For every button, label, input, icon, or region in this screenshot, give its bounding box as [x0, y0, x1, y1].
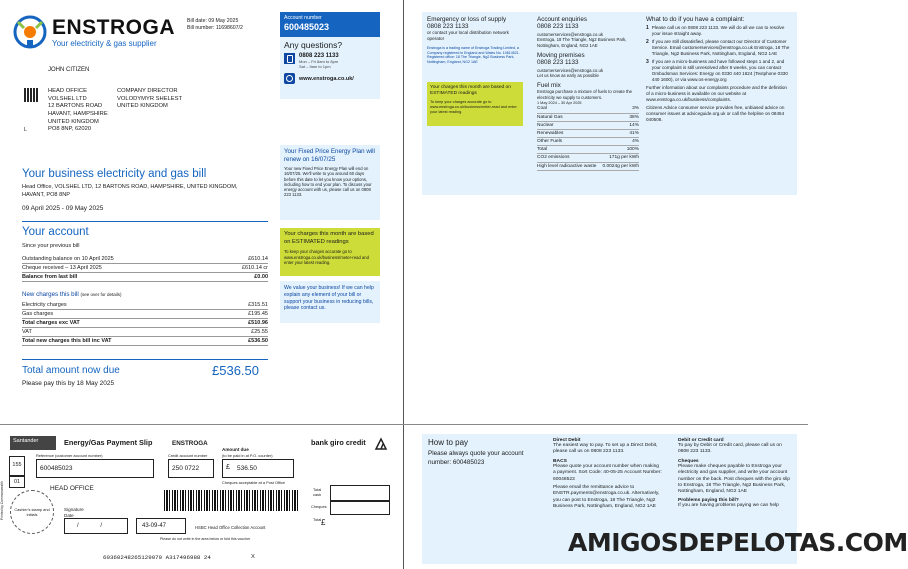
table-row: Natural Gas 38% [537, 114, 639, 122]
sort-code: 43-09-47 [142, 523, 167, 529]
logo-icon [12, 14, 48, 50]
brand-tagline: Your electricity & gas supplier [52, 39, 157, 48]
slip-title: Energy/Gas Payment Slip [64, 438, 153, 447]
fixed-plan-box [280, 145, 380, 220]
page-divider [0, 424, 808, 425]
stamp-label: Cashier's stamp and initials [14, 507, 50, 517]
fuel-period: 1 May 2024 – 30 Apr 2025 [537, 101, 582, 106]
amount-note: (to be paid in at P.O. counter) [222, 453, 273, 458]
table-row: Total charges exc VAT £510.96 [22, 320, 268, 326]
table-row: Other Fuels 4% [537, 138, 639, 146]
charges-rows [22, 301, 268, 346]
back-estimated-box [427, 82, 523, 126]
direct-debit-section: Direct Debit The easiest way to pay. To set up a Direct Debit, please call us on 0808 223 1133. BACS Please quote your account number when making a payment. Sort Code: 40-05-25 Account Number: 60048523 Please email the remittance advice to ENSTR.payments@enstroga.co.uk. Alternatively, you can post to Enstroga, 18 The Triangle, Ng2 Business Park, Nottingham, England, NG2 1AE [553, 438, 662, 509]
bill-address: Head Office, VOLSHEL LTD, 12 BARTONS ROAD, HAMPSHIRE, UNITED KINGDOM, HAVANT, PO8 8NP [22, 184, 238, 198]
bill-title: Your business electricity and gas bill [22, 168, 207, 180]
divider [22, 359, 268, 360]
how-to-pay-title: How to pay [428, 438, 469, 447]
bill-number: Bill number: 11698607/2 [187, 24, 243, 31]
address-right: COMPANY DIRECTOR VOLODYMYR SHELEST UNITED KINGDOM [117, 88, 183, 110]
fuel-title: Fuel mix [537, 82, 561, 90]
enquiries-email[interactable]: customerservices@enstroga.co.uk [537, 32, 603, 37]
fuel-body: Enstroga purchase a mixture of fuels to create the electricity we supply to customers. [537, 89, 633, 100]
side-code-box: 155 [9, 456, 25, 476]
credit-value: 250 0722 [172, 465, 200, 472]
watermark: AMIGOSDEPELOTAS.COM [568, 528, 908, 557]
emergency-title: Emergency or loss of supply [427, 16, 507, 23]
complaint-section: What to do if you have a complaint: 1 Please call us on 0808 223 1133. We will do all we can to resolve your issue straight away. 2 If you are still dissatisfied, please contact our Director of Customer Service. Email customerservices@enstroga.co.uk Enstroga, 18 The Triangle, Ng2 Business Park, Nottingham, England, NG2 1AE 3 If you are a micro-business and have followed steps 1 and 2, and your complaint is still unresolved after 8 weeks, you can contact Ombudsman Services: Energy on 0330 440 1624 (Textphone 0330 440 1600), or via www.os-energy.org Further information about our complaints procedure and the definition of a micro-business is available on our website at www.enstroga.co.uk/business/complaints. Citizens Advice consumer service provides free, unbiased advice on consumer issues at adviceguide.org.uk or call the helpline on 08454 040506. [646, 16, 792, 123]
complaint-step: If you are still dissatisfied, please contact our Director of Customer Service. Email customerservices@enstroga.co.uk Enstroga, 18 The Triangle, Ng2 Business Park, Nottingham, England, NG2 1AE [651, 38, 790, 56]
emergency-section [427, 16, 527, 65]
enquiries-title: Account enquiries [537, 16, 588, 23]
card-section: Debit or Credit card To pay by Debit or Credit card, please call us on 0808 223 1133. Cheques Please make cheques payable to Enstroga your electricity and gas supplier, and write your account number on the back. Post cheques with the giro slip to Enstroga, 18 The Triangle, Ng2 Business Park, Nottingham, England, NG2 1AE Problems paying this bill? If you are having problems paying we can help [678, 438, 791, 508]
pound-sign: £ [226, 464, 230, 471]
premises-phone[interactable]: 0808 223 1133 [537, 59, 579, 67]
total-cash-label: Total cash [313, 487, 322, 497]
account-heading: Your account [22, 226, 89, 238]
reference-value: 600485023 [40, 465, 73, 472]
cheques-label: Cheques [311, 504, 327, 509]
barcode [164, 490, 299, 511]
payee-name: HEAD OFFICE [50, 485, 94, 492]
emergency-note: or contact your local distribution network operator [427, 30, 509, 41]
back-estimated-body: To keep your charges accurate go to www.enstroga.co.uk/business/meter-read and enter your latest reading. [430, 100, 517, 115]
enquiries-phone[interactable]: 0808 223 1133 [537, 23, 579, 30]
giro-icon [373, 436, 389, 452]
new-charges-heading: New charges this bill (see over for details) [22, 291, 122, 298]
cashier-stamp-circle [10, 490, 54, 534]
table-row: Outstanding balance on 10 April 2025 £610.14 [22, 256, 268, 262]
table-row: Balance from last bill £0.00 [22, 274, 268, 280]
vertical-print: Printed by Commonwealth [0, 481, 4, 520]
micr-x: X [251, 554, 255, 560]
bill-date: Bill date: 09 May 2025 [187, 18, 239, 24]
fold-note: Please do not write in the area below or fold this voucher [160, 537, 251, 541]
amount-box [222, 459, 294, 478]
divider [22, 221, 268, 222]
complaint-step: If you are a micro-business and have followed steps 1 and 2, and your complaint is still unresolved after 8 weeks, you can contact Ombudsman Services: Energy on 0330 440 1624 (Textphone 0330 440 1600), or via www.os-energy.org [651, 58, 788, 82]
table-row: Coal 3% [537, 105, 639, 113]
cash-box[interactable] [330, 485, 390, 501]
table-row: Nuclear 14% [537, 122, 639, 130]
account-rows [22, 255, 268, 282]
estimated-title: Your charges this month are based on ESTIMATED readings [284, 231, 374, 245]
complaint-step: Please call us on 0808 223 1133. We will do all we can to resolve your issue straight away. [651, 25, 785, 36]
complaint-title: What to do if you have a complaint: [646, 16, 745, 23]
estimated-body: To keep your charges accurate go to www.enstroga.co.uk/business/meter-read and enter your latest reading. [284, 249, 369, 265]
opening-hours: Mon – Fri 8am to 8pm Sat – 9am to 1pm [299, 59, 339, 69]
signature-label: Signature [64, 507, 84, 512]
table-row: Cheque received – 13 April 2025 £610.14 cr [22, 265, 268, 271]
cheque-box[interactable] [330, 501, 390, 515]
table-row: Total new charges this bill inc VAT £536.50 [22, 338, 268, 344]
total-due-label: Total amount now due [22, 365, 120, 376]
emergency-phone[interactable]: 0808 223 1133 [427, 23, 469, 30]
complaint-advice: Citizens Advice consumer service provides free, unbiased advice on consumer issues at adviceguide.org.uk or call the helpline on 08454 040506. [646, 104, 785, 122]
fuel-mix-table [537, 105, 639, 171]
table-row: CO2 emissions 171g per kWh [537, 154, 639, 162]
sort-code-box [136, 518, 186, 534]
total-due-value: £536.50 [212, 363, 259, 378]
bill-period: 09 April 2025 - 09 May 2025 [22, 205, 104, 212]
hsbc-note: HSBC Head Office Collection Account [195, 525, 266, 530]
santander-logo: Santander [10, 436, 56, 450]
credit-label: Credit account number [168, 453, 208, 458]
website-link[interactable]: www.enstroga.co.uk/ [299, 75, 354, 82]
value-box [280, 281, 380, 323]
fixed-plan-body: Your new Fixed Price Energy Plan will end on 16/07/25. We'll write to you around 60 days before this date to let you know your options, including how to end your plan. To discuss your energy account with us, please call us on 0808 223 1133. [284, 166, 372, 198]
fold-mark: L [24, 127, 27, 133]
brand-name: ENSTROGA [52, 16, 176, 39]
table-row: Renewables 41% [537, 130, 639, 138]
reference-label: Reference (customer account number) [36, 453, 103, 458]
qr-code [24, 88, 38, 102]
cheque-note: Cheques acceptable at a Post Office [222, 480, 286, 485]
slip-brand: ENSTROGA [172, 440, 208, 447]
account-box [280, 12, 380, 99]
fixed-plan-title: Your Fixed Price Energy Plan will renew on 16/07/25 [284, 148, 375, 164]
table-row: Total 100% [537, 146, 639, 154]
complaint-more: Further information about our complaints procedure and the definition of a micro-business is available on our website at www.enstroga.co.uk/business/complaints. [646, 84, 787, 102]
table-row: VAT £25.55 [22, 329, 268, 335]
address-left: HEAD OFFICE VOLSHEL LTD 12 BARTONS ROAD HAVANT, HAMPSHIRE UNITED KINGDOM PO8 8NP, 62020 [48, 88, 108, 133]
account-number-label: Account number [284, 15, 322, 21]
table-row: Gas charges £195.45 [22, 311, 268, 317]
premises-email[interactable]: customerservices@enstroga.co.uk [537, 68, 603, 74]
value-body: We value your business! If we can help explain any element of your bill or support your business in reducing bills, please contact us. [284, 285, 374, 312]
page-divider [403, 0, 404, 569]
table-row: High level radioactive waste 0.0024g per kWh [537, 163, 639, 171]
amount-label: Amount due [222, 447, 249, 452]
reference-box [36, 459, 154, 478]
back-estimated-title: Your charges this month are based on ESTIMATED readings [430, 85, 511, 97]
date-field[interactable]: / / [64, 518, 128, 534]
phone-icon [284, 53, 295, 64]
logo [12, 12, 182, 52]
premises-title: Moving premises [537, 52, 585, 60]
globe-icon [284, 73, 295, 84]
account-number: 600485023 [284, 21, 330, 32]
questions-phone[interactable]: 0808 223 1133 [299, 53, 339, 59]
customer-name: JOHN CITIZEN [48, 67, 90, 73]
quote-account: Please always quote your account number: 600485023 [428, 450, 524, 466]
total-label: Total [313, 517, 322, 522]
giro-label: bank giro credit [311, 438, 366, 447]
micr-line: 60360248265129070 A317496988 24 [103, 554, 211, 561]
total-pound: £ [321, 518, 326, 527]
emergency-fine: Enstroga is a trading name of Enstroga Trading Limited, a Company registered in England and Wales No. 10614521. Registered office: 18 The Triangle, Ng2 Business Park, Nottingham, England, NG2 1AE [427, 45, 520, 64]
table-row: Electricity charges £315.51 [22, 302, 268, 308]
enquiries-address: Enstroga, 18 The Triangle, Ng2 Business Park, Nottingham, England, NG2 1AE [537, 37, 627, 48]
questions-heading: Any questions? [284, 40, 343, 50]
estimated-box [280, 228, 380, 276]
side-code-box-2: 01 [9, 476, 25, 488]
premises-note: Let us know as early as possible [537, 73, 599, 79]
amount-value: 536.50 [237, 465, 257, 472]
enquiries-section [537, 16, 639, 171]
date-label: Date [64, 513, 74, 518]
pay-by: Please pay this by 18 May 2025 [22, 380, 115, 387]
account-subtitle: Since your previous bill [22, 243, 80, 249]
credit-box [168, 459, 214, 478]
